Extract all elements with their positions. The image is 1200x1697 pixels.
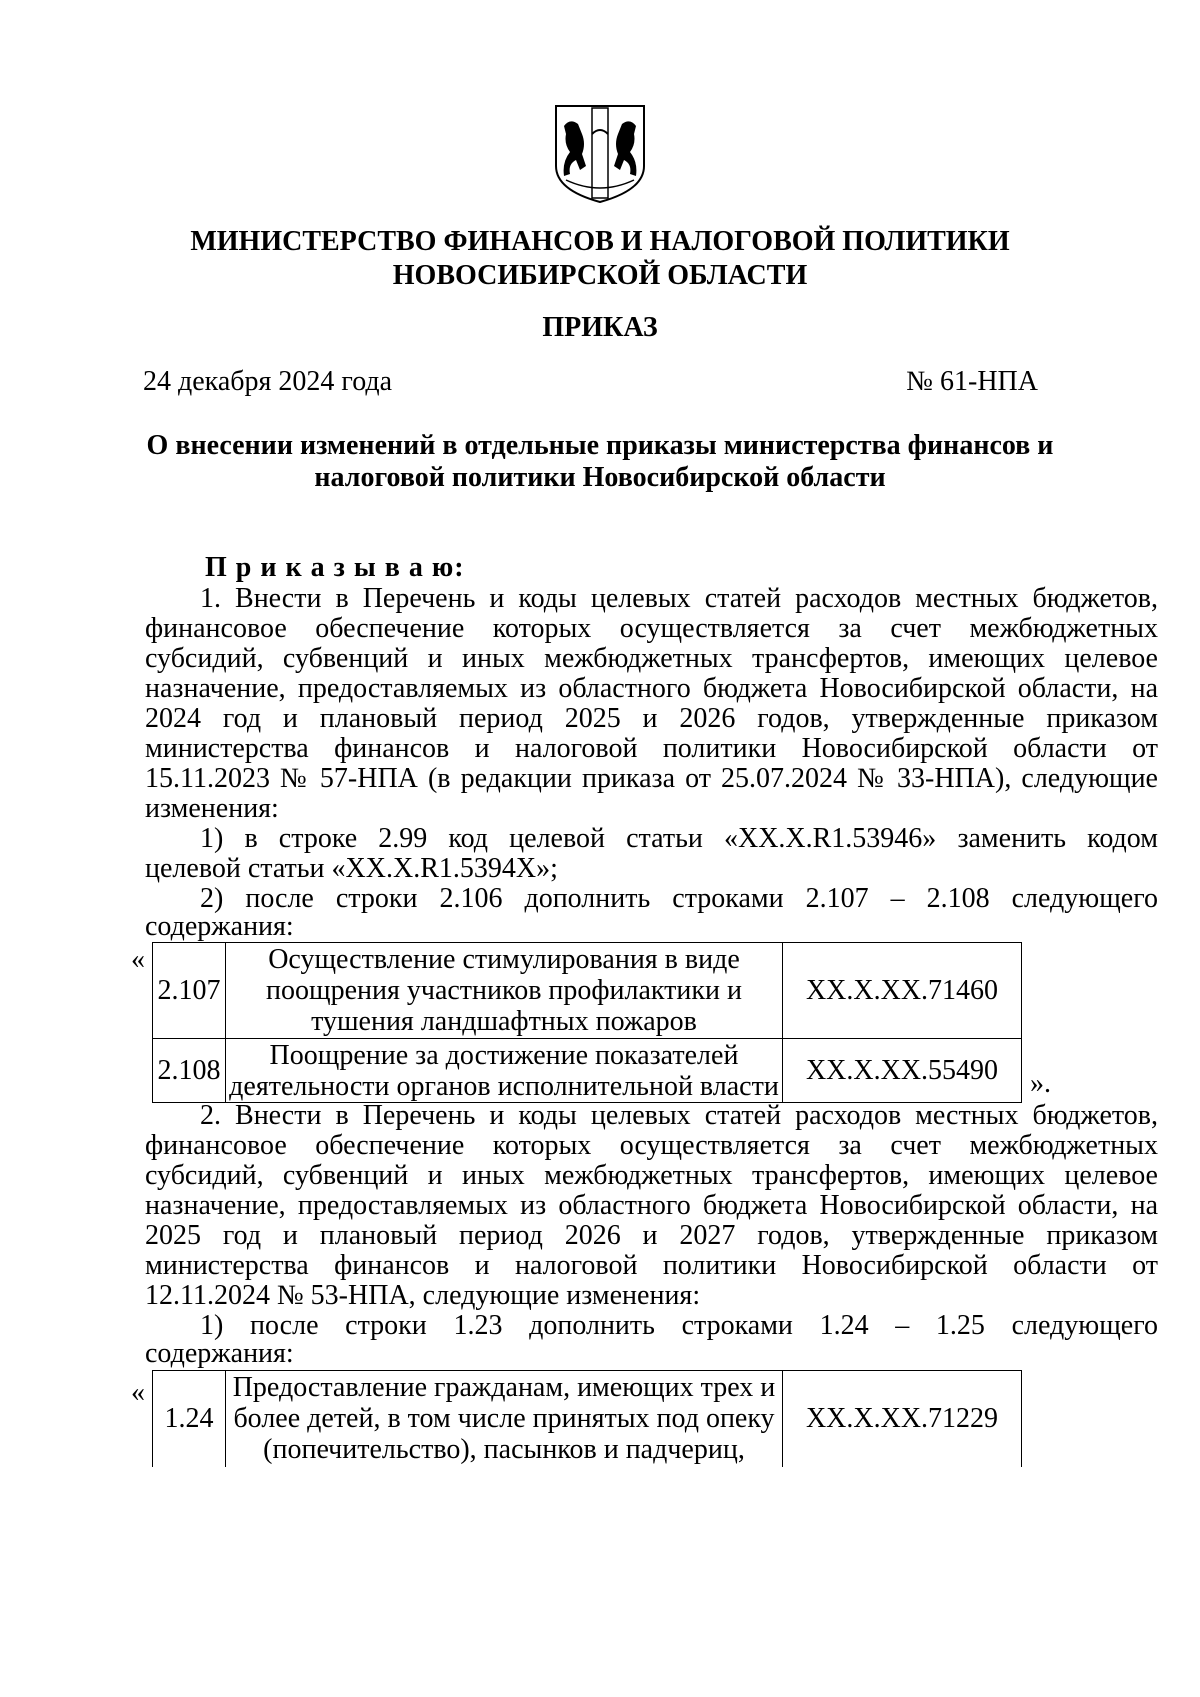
text-line: 1. Внести в Перечень и коды целевых статей расходов местных бюджетов, bbox=[200, 583, 1158, 614]
cell-text-line: тушения ландшафтных пожаров bbox=[311, 1006, 697, 1037]
ministry-name-line-1: МИНИСТЕРСТВО ФИНАНСОВ И НАЛОГОВОЙ ПОЛИТИКИ bbox=[190, 226, 1010, 257]
text-line: 2. Внести в Перечень и коды целевых статей расходов местных бюджетов, bbox=[200, 1100, 1158, 1131]
text-line: финансовое обеспечение которых осуществляется за счет межбюджетных bbox=[145, 1130, 1158, 1161]
table-row bbox=[153, 1371, 1022, 1467]
text-line: субсидий, субвенций и иных межбюджетных трансфертов, имеющих целевое bbox=[145, 643, 1158, 674]
text-line: 2024 год и плановый период 2025 и 2026 годов, утвержденные приказом bbox=[145, 703, 1158, 734]
text-line: целевой статьи «XX.X.R1.5394X»; bbox=[145, 853, 558, 884]
table-cell-code: XX.X.XX.55490 bbox=[783, 1039, 1022, 1103]
cell-text-line: деятельности органов исполнительной власти bbox=[229, 1070, 779, 1102]
table-cell-number: 2.107 bbox=[153, 943, 226, 1039]
document-number: № 61-НПА bbox=[906, 366, 1038, 397]
table-cell-description bbox=[226, 1039, 783, 1103]
text-line: назначение, предоставляемых из областного бюджета Новосибирской области, на bbox=[145, 1190, 1158, 1221]
order-word: П р и к а з ы в а ю: bbox=[205, 552, 465, 583]
text-line: 12.11.2024 № 53-НПА, следующие изменения: bbox=[145, 1280, 701, 1311]
cell-text-line: (попечительство), пасынков и падчериц, bbox=[263, 1434, 745, 1466]
text-line: содержания: bbox=[145, 911, 294, 942]
open-quote: « bbox=[131, 944, 145, 975]
table-cell-description bbox=[226, 943, 783, 1039]
ministry-name-line-2: НОВОСИБИРСКОЙ ОБЛАСТИ bbox=[392, 260, 808, 291]
table-row bbox=[153, 1039, 1022, 1103]
table-cell-code: XX.X.XX.71460 bbox=[783, 943, 1022, 1039]
document-title-line-2: налоговой политики Новосибирской области bbox=[314, 462, 886, 493]
table-cell-code: XX.X.XX.71229 bbox=[783, 1371, 1022, 1467]
text-line: 2) после строки 2.106 дополнить строками 2.107 – 2.108 следующего bbox=[200, 883, 1158, 914]
document-type: ПРИКАЗ bbox=[542, 312, 658, 343]
table-2 bbox=[152, 1370, 1022, 1467]
document-date: 24 декабря 2024 года bbox=[143, 366, 393, 397]
text-line: изменения: bbox=[145, 793, 279, 824]
open-quote: « bbox=[131, 1377, 145, 1408]
table-1 bbox=[152, 942, 1022, 1103]
table-row bbox=[153, 943, 1022, 1039]
text-line: министерства финансов и налоговой политики Новосибирской области от bbox=[145, 1250, 1158, 1281]
text-line: субсидий, субвенций и иных межбюджетных трансфертов, имеющих целевое bbox=[145, 1160, 1158, 1191]
text-line: 2025 год и плановый период 2026 и 2027 годов, утвержденные приказом bbox=[145, 1220, 1158, 1251]
text-line: 15.11.2023 № 57-НПА (в редакции приказа от 25.07.2024 № 33-НПА), следующие bbox=[145, 763, 1158, 794]
text-line: содержания: bbox=[145, 1338, 294, 1369]
text-line: назначение, предоставляемых из областного бюджета Новосибирской области, на bbox=[145, 673, 1158, 704]
text-line: 1) после строки 1.23 дополнить строками 1.24 – 1.25 следующего bbox=[200, 1310, 1158, 1341]
document-title-line-1: О внесении изменений в отдельные приказы министерства финансов и bbox=[146, 430, 1054, 461]
cell-text-line: Предоставление гражданам, имеющих трех и bbox=[232, 1372, 776, 1404]
item-2-paragraph bbox=[145, 1101, 1158, 1367]
text-line: финансовое обеспечение которых осуществляется за счет межбюджетных bbox=[145, 613, 1158, 644]
text-line: 1) в строке 2.99 код целевой статьи «XX.X.R1.53946» заменить кодом bbox=[200, 823, 1158, 854]
table-cell-number: 2.108 bbox=[153, 1039, 226, 1103]
item-1-paragraph bbox=[145, 584, 1158, 940]
cell-text-line: поощрения участников профилактики и bbox=[266, 975, 742, 1006]
table-cell-description bbox=[226, 1371, 783, 1467]
table-cell-number: 1.24 bbox=[153, 1371, 226, 1467]
cell-text-line: более детей, в том числе принятых под опеку bbox=[233, 1403, 775, 1435]
cell-text-line: Поощрение за достижение показателей bbox=[269, 1039, 739, 1071]
text-line: министерства финансов и налоговой политики Новосибирской области от bbox=[145, 733, 1158, 764]
coat-of-arms-icon bbox=[552, 104, 648, 204]
cell-text-line: Осуществление стимулирования в виде bbox=[268, 944, 740, 975]
close-quote: ». bbox=[1030, 1068, 1051, 1099]
